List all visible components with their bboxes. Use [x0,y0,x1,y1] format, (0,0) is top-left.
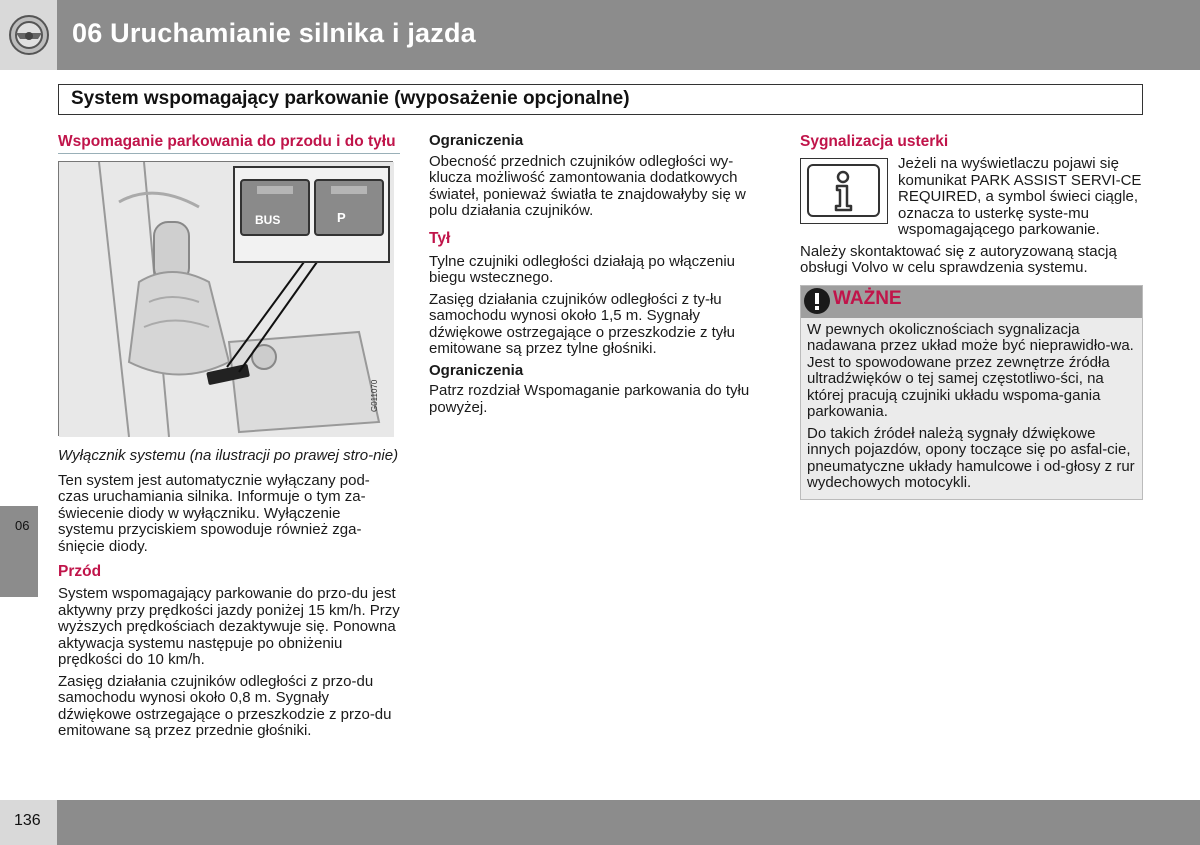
heading-limitations-2: Ograniczenia [429,361,524,379]
warning-icon [804,288,830,314]
important-paragraph-1: W pewnych okolicznościach sygnalizacja nadawana przez układ może być nieprawidło-wa. Jest to spowodowane przez zewnętrze źródła ultradźwięków o tej samej częstotliwo-ści, na której pracują czujniki układu wspoma-gania parkowania. [807,320,1134,420]
chapter-side-tab-label: 06 [15,518,30,533]
paragraph-rear-activation: Tylne czujniki odległości działają po włączeniu biegu wstecznego. [429,252,735,286]
chapter-title: 06 Uruchamianie silnika i jazda [72,18,476,48]
info-icon [800,158,888,224]
heading-rear: Tył [429,229,451,247]
section-title: System wspomagający parkowanie (wyposażenie opcjonalne) [71,88,630,109]
center-console-drawing [59,162,394,437]
important-notice [800,285,1143,500]
column-1 [58,133,400,745]
figure-code: G011070 [370,379,379,412]
figure-caption: Wyłącznik systemu (na ilustracji po prawej stro-nie) [58,447,399,464]
section-heading-parking-assist: Wspomaganie parkowania do przodu i do tyłu [58,133,396,150]
paragraph-rear-range: Zasięg działania czujników odległości z ty-łu samochodu wynosi około 1,5 m. Sygnały dźwiękowe ostrzegające o przeszkodzie z tyłu emitowane są przez tylne głośniki. [429,290,735,357]
paragraph-limitations-2: Patrz rozdział Wspomaganie parkowania do tyłu powyżej. [429,382,750,416]
logo-box [0,0,57,70]
heading-front: Przód [58,563,102,580]
paragraph-contact-volvo: Należy skontaktować się z autoryzowaną stacją obsługi Volvo w celu sprawdzenia systemu. [800,242,1117,276]
paragraph-front-range: Zasięg działania czujników odległości z przo-du samochodu wynosi około 0,8 m. Sygnały dźwiękowe ostrzegające o przeszkodzie z przo-du emitowane są przez przednie głośniki. [58,672,392,739]
column-3 [800,133,1143,500]
inset-button-right-label: P [337,210,346,225]
switch-illustration [58,161,393,436]
paragraph-auto-enable: Ten system jest automatycznie wyłączany pod-czas uruchamiania silnika. Informuje o tym za-świecenie diody w wyłączniku. Wyłączenie systemu przyciskiem spowoduje również zga-śnięcie diody. [58,471,370,555]
important-body [801,318,1142,499]
important-header [801,286,1142,318]
heading-rule [58,153,400,154]
paragraph-front-speed: System wspomagający parkowanie do przo-du jest aktywny przy prędkości jazdy poniżej 15 km/h. Przy wyższych prędkościach dezaktywuje się. Ponowna aktywacja systemu następuje po obniżeniu prędkości do 10 km/h. [58,585,400,668]
heading-fault-signal: Sygnalizacja usterki [800,133,949,150]
page-number: 136 [14,812,41,829]
footer-bar [57,800,1200,845]
fault-block [800,156,1143,239]
section-title-box [58,84,1143,115]
important-paragraph-2: Do takich źródeł należą sygnały dźwiękowe innych pojazdów, opony toczące się po asfal-cie, pneumatyczne układy hamulcowe i od-głosy z rur wydechowych motocykli. [807,424,1135,491]
volvo-steering-wheel-icon [8,14,50,56]
inset-button-left-label: BUS [255,213,281,227]
paragraph-fault-message: Jeżeli na wyświetlaczu pojawi się komunikat PARK ASSIST SERVI-CE REQUIRED, a symbol świeci ciągle, oznacza to usterkę syste-mu wspomagającego parkowanie. [898,155,1142,238]
paragraph-limitations: Obecność przednich czujników odległości wy-klucza możliwość zamontowania dodatkowych świateł, ponieważ światła te znajdowałyby się w polu działania czujników. [429,152,746,219]
important-label: WAŻNE [833,287,902,309]
heading-limitations: Ograniczenia [429,132,524,149]
column-2 [429,133,775,421]
